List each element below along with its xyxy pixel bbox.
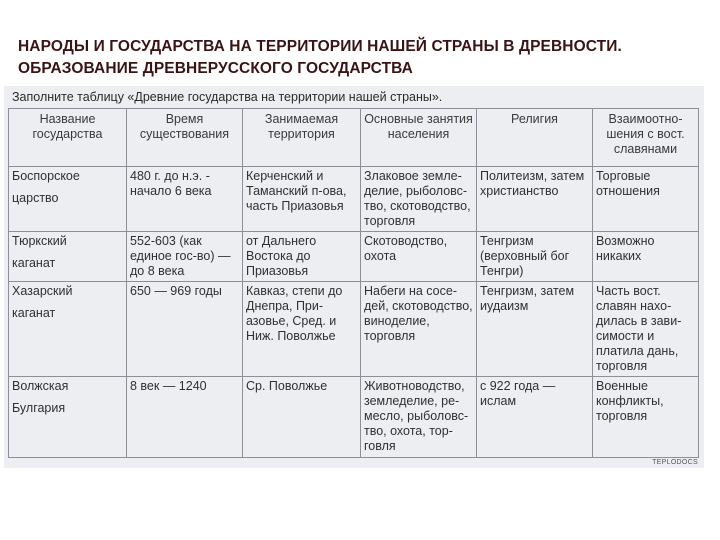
slide-title <box>18 36 708 80</box>
slide-title-line-2: ОБРАЗОВАНИЕ ДРЕВНЕРУССКОГО ГОСУДАРСТВА <box>18 60 413 77</box>
cell-territory: Кавказ, степи до Днепра, Приазовье, Сред. и Ниж. Поволжье <box>243 282 361 377</box>
cell-occupation: Животноводство, земледелие, ремесло, рыболовство, охота, торговля <box>361 377 477 458</box>
table-caption: Заполните таблицу «Древние государства на территории нашей страны». <box>12 90 443 104</box>
cell-religion: Тенгризм (верховный бог Тенгри) <box>477 232 593 282</box>
cell-occupation: Злаковое земледелие, рыболовство, скотоводство, торговля <box>361 167 477 232</box>
header-name: Название государства <box>9 109 127 167</box>
cell-name-line-2: каганат <box>12 256 56 270</box>
cell-religion: Тенгризм, затем иудаизм <box>477 282 593 377</box>
cell-relations: Часть вост. славян находилась в зависимости и платила дань, торговля <box>593 282 699 377</box>
table-header-row <box>9 109 699 167</box>
header-territory: Занимаемая территория <box>243 109 361 167</box>
cell-name-line-1: Волжская <box>12 379 69 393</box>
slide-title-line-1: НАРОДЫ И ГОСУДАРСТВА НА ТЕРРИТОРИИ НАШЕЙ СТРАНЫ В ДРЕВНОСТИ. <box>18 38 622 55</box>
header-occupation: Основные занятия населения <box>361 109 477 167</box>
states-table <box>8 108 699 458</box>
table-row <box>9 232 699 282</box>
cell-name-line-2: царство <box>12 191 59 205</box>
cell-name-line-1: Тюркский <box>12 234 67 248</box>
cell-territory: Ср. Поволжье <box>243 377 361 458</box>
cell-time: 552-603 (как единое гос-во) — до 8 века <box>127 232 243 282</box>
cell-relations: Возможно никаких <box>593 232 699 282</box>
cell-occupation: Скотоводство, охота <box>361 232 477 282</box>
cell-name-line-2: Булгария <box>12 401 66 415</box>
table-panel <box>4 86 704 468</box>
cell-name <box>9 167 127 232</box>
table-row <box>9 282 699 377</box>
cell-religion: с 922 года — ислам <box>477 377 593 458</box>
cell-time: 480 г. до н.э. - начало 6 века <box>127 167 243 232</box>
cell-time: 650 — 969 годы <box>127 282 243 377</box>
watermark: TEPLODOCS <box>652 459 698 466</box>
cell-name-line-1: Боспорское <box>12 169 80 183</box>
header-religion: Религия <box>477 109 593 167</box>
cell-territory: Керченский и Таманский п-ова, часть Приазовья <box>243 167 361 232</box>
header-time: Время существования <box>127 109 243 167</box>
cell-name <box>9 232 127 282</box>
table-row <box>9 167 699 232</box>
cell-name-line-1: Хазарский <box>12 284 73 298</box>
cell-relations: Торговые отношения <box>593 167 699 232</box>
cell-name-line-2: каганат <box>12 306 56 320</box>
cell-occupation: Набеги на соседей, скотоводство, виноделие, торговля <box>361 282 477 377</box>
cell-relations: Военные конфликты, торговля <box>593 377 699 458</box>
cell-time: 8 век — 1240 <box>127 377 243 458</box>
cell-name <box>9 282 127 377</box>
table-row <box>9 377 699 458</box>
cell-religion: Политеизм, затем христианство <box>477 167 593 232</box>
cell-territory: от Дальнего Востока до Приазовья <box>243 232 361 282</box>
cell-name <box>9 377 127 458</box>
header-relations: Взаимоотношения с вост. славянами <box>593 109 699 167</box>
